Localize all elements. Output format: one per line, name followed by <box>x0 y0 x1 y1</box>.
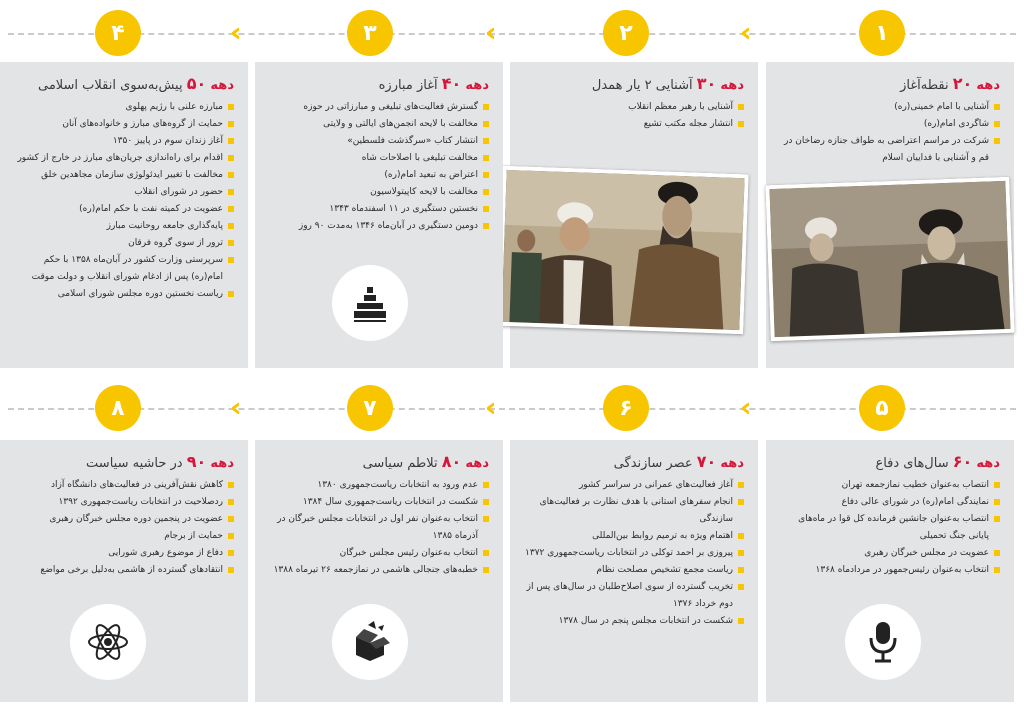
list-item: ترور از سوی گروه فرقان <box>12 235 234 252</box>
list-item: اقدام برای راه‌اندازی جریان‌های مبارز در خارج از کشور <box>12 150 234 167</box>
card-list <box>522 99 744 133</box>
list-item: آشنایی با رهبر معظم انقلاب <box>522 99 744 116</box>
timeline-card-6 <box>510 440 758 702</box>
list-item: شاگردی امام(ره) <box>778 116 1000 133</box>
list-item: مبارزه علنی با رژیم پهلوی <box>12 99 234 116</box>
card-title: دهه ۸۰ تلاطم سیاسی <box>362 452 489 471</box>
list-item: مخالفت با لایحه انجمن‌های ایالتی و ولایتی <box>267 116 489 133</box>
list-item: شرکت در مراسم اعتراضی به طواف جنازه رضاخان در قم و آشنایی با فداییان اسلام <box>778 133 1000 167</box>
photo-2 <box>497 166 748 334</box>
card-list <box>778 99 1000 167</box>
list-item: اعتراض به تبعید امام(ره) <box>267 167 489 184</box>
list-item: انتشار مجله مکتب تشیع <box>522 116 744 133</box>
list-item: مخالفت با لایحه کاپیتولاسیون <box>267 184 489 201</box>
list-item: انتصاب به‌عنوان جانشین فرمانده کل قوا در ماه‌های پایانی جنگ تحمیلی <box>778 511 1000 545</box>
chevron-left-icon: ‹‹ <box>485 393 487 423</box>
list-item: ریاست نخستین دوره مجلس شورای اسلامی <box>12 286 234 303</box>
chevron-left-icon: ‹‹ <box>230 393 232 423</box>
card-list <box>522 477 744 630</box>
list-item: دومین دستگیری در آبان‌ماه ۱۳۴۶ به‌مدت ۹۰ روز <box>267 218 489 235</box>
chevron-left-icon: ‹‹ <box>740 393 742 423</box>
list-item: خطبه‌های جنجالی هاشمی در نمازجمعه ۲۶ تیرماه ۱۳۸۸ <box>267 562 489 579</box>
list-item: سرپرستی وزارت کشور در آبان‌ماه ۱۳۵۸ با حکم امام(ره) پس از ادغام شورای انقلاب و دولت موقت <box>12 252 234 286</box>
list-item: عدم ورود به انتخابات ریاست‌جمهوری ۱۳۸۰ <box>267 477 489 494</box>
timeline-card-4 <box>0 62 248 368</box>
list-item: آغاز فعالیت‌های عمرانی در سراسر کشور <box>522 477 744 494</box>
list-item: آغاز زندان سوم در پاییز ۱۳۵۰ <box>12 133 234 150</box>
list-item: نخستین دستگیری در ۱۱ اسفندماه ۱۳۴۳ <box>267 201 489 218</box>
step-number-8: ۸ <box>95 385 141 431</box>
list-item: مخالفت با تغییر ایدئولوژی سازمان مجاهدین خلق <box>12 167 234 184</box>
card-list <box>778 477 1000 579</box>
list-item: شکست در انتخابات مجلس پنجم در سال ۱۳۷۸ <box>522 613 744 630</box>
list-item: حمایت از برجام <box>12 528 234 545</box>
list-item: گسترش فعالیت‌های تبلیغی و مبارزاتی در حوزه <box>267 99 489 116</box>
list-item: حمایت از گروه‌های مبارز و خانواده‌های آنان <box>12 116 234 133</box>
chevron-left-icon: ‹‹ <box>230 18 232 48</box>
list-item: مخالفت تبلیغی با اصلاحات شاه <box>267 150 489 167</box>
step-number-6: ۶ <box>603 385 649 431</box>
list-item: شکست در انتخابات ریاست‌جمهوری سال ۱۳۸۴ <box>267 494 489 511</box>
list-item: پایه‌گذاری جامعه روحانیت مبارز <box>12 218 234 235</box>
list-item: تخریب گسترده از سوی اصلاح‌طلبان در سال‌های پس از دوم خرداد ۱۳۷۶ <box>522 579 744 613</box>
card-list <box>267 477 489 579</box>
atom-icon <box>70 604 146 680</box>
card-list <box>267 99 489 235</box>
card-title: دهه ۴۰ آغاز مبارزه <box>378 74 489 93</box>
list-item: ردصلاحیت در انتخابات ریاست‌جمهوری ۱۳۹۲ <box>12 494 234 511</box>
step-number-7: ۷ <box>347 385 393 431</box>
chevron-left-icon: ‹‹ <box>485 18 487 48</box>
list-item: انجام سفرهای استانی با هدف نظارت بر فعالیت‌های سازندگی <box>522 494 744 528</box>
list-item: اهتمام ویژه به ترمیم روابط بین‌المللی <box>522 528 744 545</box>
list-item: انتخاب به‌عنوان رئیس مجلس خبرگان <box>267 545 489 562</box>
box-icon <box>332 604 408 680</box>
list-item: عضویت در کمیته نفت با حکم امام(ره) <box>12 201 234 218</box>
step-number-2: ۲ <box>603 10 649 56</box>
list-item: نمایندگی امام(ره) در شورای عالی دفاع <box>778 494 1000 511</box>
photo-1 <box>765 177 1014 341</box>
list-item: انتشار کتاب «سرگذشت فلسطین» <box>267 133 489 150</box>
card-list <box>12 99 234 303</box>
list-item: کاهش نقش‌آفرینی در فعالیت‌های دانشگاه آزاد <box>12 477 234 494</box>
list-item: ریاست مجمع تشخیص مصلحت نظام <box>522 562 744 579</box>
chevron-left-icon: ‹‹ <box>740 18 742 48</box>
list-item: دفاع از موضوع رهبری شورایی <box>12 545 234 562</box>
card-title: دهه ۲۰ نقطه‌آغاز <box>900 74 1000 93</box>
list-item: عضویت در مجلس خبرگان رهبری <box>778 545 1000 562</box>
list-item: عضویت در پنجمین دوره مجلس خبرگان رهبری <box>12 511 234 528</box>
step-number-5: ۵ <box>859 385 905 431</box>
list-item: انتخاب به‌عنوان رئیس‌جمهور در مردادماه ۱۳۶۸ <box>778 562 1000 579</box>
card-list <box>12 477 234 579</box>
card-title: دهه ۷۰ عصر سازندگی <box>613 452 744 471</box>
step-number-4: ۴ <box>95 10 141 56</box>
card-title: دهه ۶۰ سال‌های دفاع <box>875 452 1000 471</box>
list-item: آشنایی با امام خمینی(ره) <box>778 99 1000 116</box>
card-title: دهه ۹۰ در حاشیه سیاست <box>86 452 234 471</box>
list-item: انتخاب به‌عنوان نفر اول در انتخابات مجلس خبرگان در آذرماه ۱۳۸۵ <box>267 511 489 545</box>
list-item: حضور در شورای انقلاب <box>12 184 234 201</box>
step-number-1: ۱ <box>859 10 905 56</box>
card-title: دهه ۳۰ آشنایی ۲ یار همدل <box>591 74 744 93</box>
list-item: انتصاب به‌عنوان خطیب نمازجمعه تهران <box>778 477 1000 494</box>
microphone-icon <box>845 604 921 680</box>
books-icon <box>332 265 408 341</box>
list-item: انتقادهای گسترده از هاشمی به‌دلیل برخی مواضع <box>12 562 234 579</box>
step-number-3: ۳ <box>347 10 393 56</box>
list-item: پیروزی بر احمد توکلی در انتخابات ریاست‌جمهوری ۱۳۷۲ <box>522 545 744 562</box>
card-title: دهه ۵۰ پیش‌به‌سوی انقلاب اسلامی <box>37 74 234 93</box>
